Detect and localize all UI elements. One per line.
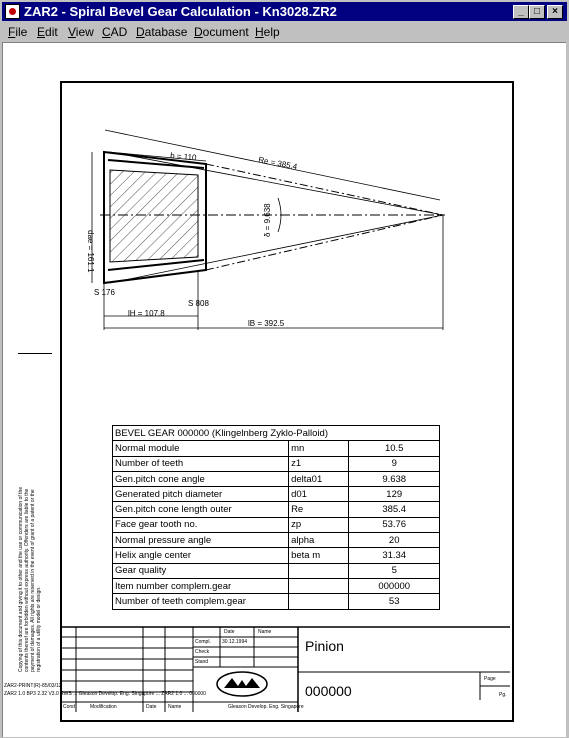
tb-date2: Date <box>146 704 157 710</box>
menu-help[interactable]: Help <box>255 25 280 39</box>
footer-line-2: ZAR2 1.0 BP3 2.32 V3.0 RWS ... Gleason Develop. Eng. Singapore ... ZAR2 1.0 ... 000000 <box>4 691 206 697</box>
dim-lh-label: lH = 107.8 <box>128 309 165 318</box>
tb-name2: Name <box>168 704 182 710</box>
table-row: Item number complem.gear 000000 <box>113 578 440 593</box>
window-title: ZAR2 - Spiral Bevel Gear Calculation - Kn3028.ZR2 <box>24 4 337 19</box>
menu-database[interactable]: Database <box>136 25 188 39</box>
table-row: Normal pressure angle alpha 20 <box>113 533 440 548</box>
part-name: Pinion <box>305 638 344 654</box>
dim-dae-label: dae = 161.1 <box>86 230 95 273</box>
footer-line-1: ZAR2-PRINT(R)-85/03/12 <box>4 683 62 689</box>
table-row: Gen.pitch cone angle delta01 9.638 <box>113 471 440 486</box>
maximize-button[interactable]: □ <box>529 5 545 19</box>
menu-cad[interactable]: CAD <box>102 25 128 39</box>
tb-compl-date: 30.12.1994 <box>222 639 248 645</box>
tb-compl: Compl. <box>195 639 211 645</box>
minimize-button[interactable]: _ <box>513 5 529 19</box>
table-row: Number of teeth z1 9 <box>113 456 440 471</box>
dim-s1-label: S 176 <box>94 288 115 297</box>
tb-pg: Pg. <box>499 692 507 698</box>
company-logo-icon <box>214 670 270 698</box>
tb-company: Gleason Develop. Eng. Singapore <box>228 704 304 710</box>
dim-lb-label: lB = 392.5 <box>248 319 285 328</box>
drawing-number: 000000 <box>305 683 352 699</box>
tb-date-header: Date <box>224 629 235 635</box>
close-button[interactable]: × <box>547 5 563 19</box>
tb-page: Page <box>484 676 496 682</box>
dim-re-label: Re = 385.4 <box>257 155 298 172</box>
dim-s2-label: S 808 <box>188 299 209 308</box>
side-divider <box>18 353 52 354</box>
table-title: BEVEL GEAR 000000 (Klingelnberg Zyklo-Palloid) <box>113 426 440 441</box>
menu-file[interactable]: File <box>8 25 28 39</box>
menu-view[interactable]: View <box>68 25 94 39</box>
gear-parameter-table <box>112 425 440 610</box>
menu-edit[interactable]: Edit <box>37 25 58 39</box>
copyright-note: Copying of this document and giving it to other and the use or communication of the contents thereof are forbidden without express authority. Offenders are liable to the payment of damages. All rights are reserved in the event of grant of a patent or the registration of a utility model or design. <box>18 486 42 672</box>
tb-check: Check <box>195 649 210 655</box>
dim-delta-label: δ = 9.638 <box>263 203 272 237</box>
tb-cond: Cond <box>63 704 75 710</box>
table-row: Face gear tooth no. zp 53.76 <box>113 517 440 532</box>
table-row: Gen.pitch cone length outer Re 385.4 <box>113 502 440 517</box>
table-row: Generated pitch diameter d01 129 <box>113 487 440 502</box>
table-row: Helix angle center beta m 31.34 <box>113 548 440 563</box>
gear-section-hatch <box>110 170 198 262</box>
tb-name-header: Name <box>258 629 272 635</box>
tb-modification: Modification <box>90 704 117 710</box>
table-row: Normal module mn 10.5 <box>113 441 440 456</box>
table-row: Number of teeth complem.gear 53 <box>113 594 440 609</box>
tb-stand: Stand <box>195 659 209 665</box>
menu-document[interactable]: Document <box>194 25 249 39</box>
table-row: Gear quality 5 <box>113 563 440 578</box>
dim-b-label: b = 110 <box>169 151 197 163</box>
